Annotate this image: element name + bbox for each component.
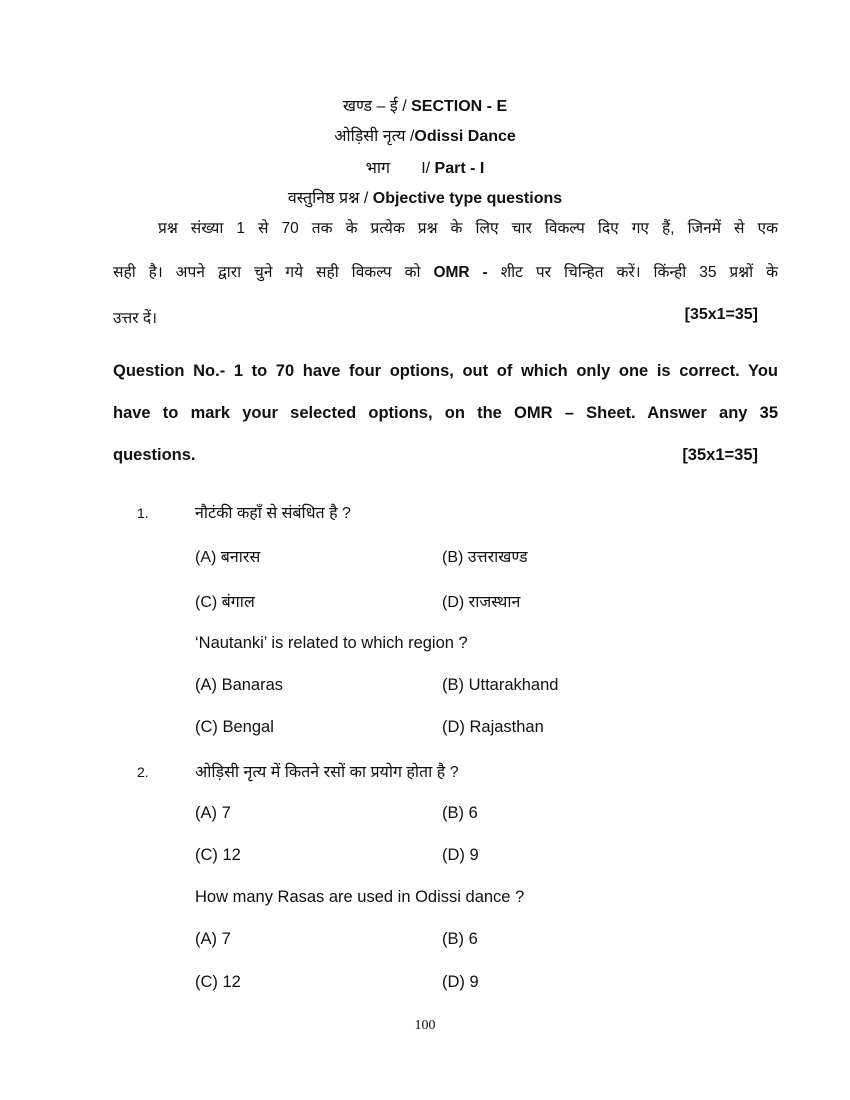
option-c-hindi: (C) 12: [195, 846, 241, 864]
question-text-english: ‘Nautanki’ is related to which region ?: [195, 634, 468, 652]
section-heading: [0, 94, 850, 116]
slash-separator: /: [402, 98, 412, 115]
option-b-english: (B) 6: [442, 930, 478, 948]
question-text-english: How many Rasas are used in Odissi dance ?: [195, 888, 525, 906]
part-roman: I: [421, 160, 426, 177]
option-a-hindi: (A) बनारस: [195, 549, 261, 566]
option-c-english: (C) 12: [195, 973, 241, 991]
option-d-english: (D) 9: [442, 973, 479, 991]
option-c-english: (C) Bengal: [195, 718, 274, 736]
option-a-english: (A) Banaras: [195, 676, 284, 694]
part-english: Part - I: [434, 160, 485, 177]
question-type-hindi: वस्तुनिष्ठ प्रश्न: [287, 190, 360, 207]
marks-english: [35x1=35]: [682, 446, 758, 464]
option-a-english: (A) 7: [195, 930, 231, 948]
section-english: SECTION - E: [411, 98, 508, 115]
subject-english: Odissi Dance: [414, 128, 516, 145]
instructions-hindi-line-3: [113, 306, 778, 328]
instructions-hindi-line-1: प्रश्न संख्या 1 से 70 तक के प्रत्येक प्रश्न के लिए चार विकल्प दिए गए हैं, जिनमें से एक: [158, 220, 778, 237]
subject-hindi: ओड़िसी नृत्य: [334, 128, 406, 145]
option-b-hindi: (B) 6: [442, 804, 478, 822]
option-d-hindi: (D) 9: [442, 846, 479, 864]
instructions-english-text: questions.: [113, 446, 196, 464]
subject-heading: [0, 124, 850, 146]
marks-hindi: [35x1=35]: [684, 306, 758, 323]
instructions-english-line-3: [113, 446, 778, 465]
question-number: 2.: [137, 764, 149, 780]
question-text-hindi: ओड़िसी नृत्य में कितने रसों का प्रयोग होता है ?: [195, 764, 459, 781]
instructions-hindi-line-2: [113, 260, 778, 282]
option-d-english: (D) Rajasthan: [442, 718, 544, 736]
question-number: 1.: [137, 505, 149, 521]
question-type-english: Objective type questions: [372, 190, 563, 207]
question-type-heading: [0, 186, 850, 208]
option-c-hindi: (C) बंगाल: [195, 594, 255, 611]
instructions-english-line-1: Question No.- 1 to 70 have four options, out of which only one is correct. You: [113, 362, 778, 380]
instructions-english-line-2: have to mark your selected options, on the OMR – Sheet. Answer any 35: [113, 404, 778, 422]
slash-separator: /: [363, 190, 373, 207]
question-text-hindi: नौटंकी कहाँ से संबंधित है ?: [195, 505, 351, 522]
option-d-hindi: (D) राजस्थान: [442, 594, 521, 611]
instructions-hindi-text: उत्तर दें।: [113, 310, 157, 327]
omr-label: OMR -: [433, 264, 488, 281]
option-b-hindi: (B) उत्तराखण्ड: [442, 549, 528, 566]
option-a-hindi: (A) 7: [195, 804, 231, 822]
instructions-hindi-text: शीट पर चिन्हित करें। किंन्ही 35 प्रश्नों के: [500, 264, 778, 281]
option-b-english: (B) Uttarakhand: [442, 676, 559, 694]
part-hindi: भाग: [365, 160, 391, 177]
part-heading: [0, 156, 850, 178]
instructions-hindi-text: सही है। अपने द्वारा चुने गये सही विकल्प को: [113, 264, 421, 281]
slash-separator: /: [409, 128, 415, 145]
slash-separator: /: [425, 160, 435, 177]
page-number: 100: [414, 1018, 436, 1033]
section-hindi: खण्ड – ई: [342, 98, 398, 115]
